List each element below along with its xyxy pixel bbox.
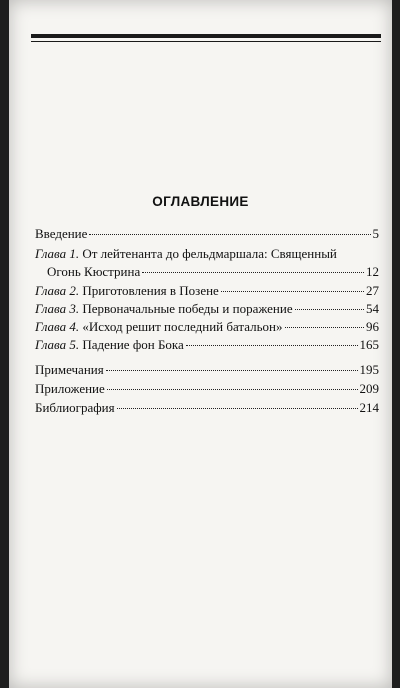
chapter-label: Глава 3.	[35, 301, 80, 316]
entry-page: 54	[366, 301, 379, 316]
dot-leader	[117, 408, 358, 409]
toc-entry-chapter-5[interactable]	[35, 337, 379, 355]
entry-title: Библиография	[35, 400, 115, 415]
toc-title: ОГЛАВЛЕНИЕ	[152, 194, 249, 209]
dot-leader	[89, 234, 370, 235]
entry-page: 5	[372, 226, 379, 241]
book-page	[9, 0, 392, 688]
entry-page: 195	[359, 362, 379, 377]
toc-entry-chapter-2[interactable]	[35, 283, 379, 301]
entry-title: Падение фон Бока	[82, 337, 184, 352]
entry-title: От лейтенанта до фельдмаршала: Священный	[82, 246, 337, 261]
header-rule-thick	[31, 34, 381, 38]
entry-page: 27	[366, 283, 379, 298]
entry-title-continued: Огонь Кюстрина	[47, 264, 141, 279]
entry-title: Примечания	[35, 362, 104, 377]
toc-entry-chapter-1[interactable]	[35, 246, 379, 264]
entry-page: 12	[366, 264, 379, 279]
chapter-label: Глава 4.	[35, 319, 80, 334]
dot-leader	[107, 389, 358, 390]
entry-title: Приложение	[35, 381, 105, 396]
toc-entry-chapter-1-cont[interactable]	[35, 264, 379, 282]
dot-leader	[142, 272, 364, 273]
toc-entry-chapter-4[interactable]	[35, 319, 379, 337]
dot-leader	[221, 291, 364, 292]
chapter-label: Глава 2.	[35, 283, 80, 298]
entry-page: 214	[359, 400, 379, 415]
toc-entry-appendix[interactable]	[35, 381, 379, 399]
dot-leader	[186, 345, 358, 346]
entry-title: Приготовления в Позене	[82, 283, 219, 298]
toc-entry-notes[interactable]	[35, 362, 379, 380]
header-rule-thin	[31, 41, 381, 42]
chapter-label: Глава 1.	[35, 246, 80, 261]
entry-title: «Исход решит последний батальон»	[82, 319, 283, 334]
dot-leader	[285, 327, 364, 328]
entry-page: 96	[366, 319, 379, 334]
dot-leader	[106, 370, 358, 371]
toc-entry-chapter-3[interactable]	[35, 301, 379, 319]
dot-leader	[295, 309, 364, 310]
toc-entry-bibliography[interactable]	[35, 400, 379, 418]
entry-title: Первоначальные победы и поражение	[82, 301, 293, 316]
toc-entry-intro[interactable]	[35, 226, 379, 244]
entry-title: Введение	[35, 226, 88, 241]
entry-page: 165	[359, 337, 379, 352]
chapter-label: Глава 5.	[35, 337, 80, 352]
entry-page: 209	[359, 381, 379, 396]
